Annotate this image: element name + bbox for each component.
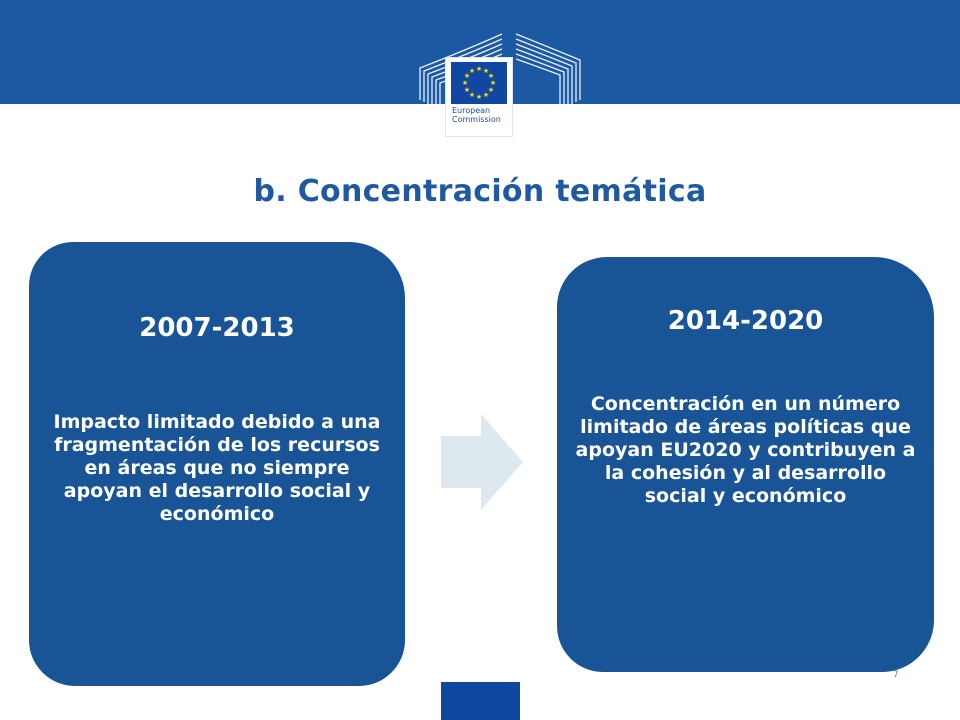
european-commission-logo: [416, 30, 584, 136]
period-description: Impacto limitado debido a una fragmentación de los recursos en áreas que no siempre apoyan el desarrollo social y económico: [53, 411, 381, 525]
svg-text:★: ★: [475, 65, 483, 73]
period-box-2014-2020: [557, 257, 934, 672]
svg-text:★: ★: [461, 79, 469, 87]
footer-blue-square: [441, 682, 520, 720]
svg-text:★: ★: [487, 86, 495, 94]
period-label: 2007-2013: [139, 313, 295, 343]
logo-text-line2: Commission: [452, 115, 501, 124]
eu-flag-icon: [451, 62, 507, 104]
logo-text: [452, 106, 508, 124]
svg-text:★: ★: [489, 79, 497, 87]
eu-stars-icon: [451, 62, 507, 104]
svg-text:★: ★: [468, 91, 476, 99]
page-number: 7: [893, 670, 899, 680]
svg-text:★: ★: [482, 91, 490, 99]
svg-text:★: ★: [482, 67, 490, 75]
period-box-2007-2013: [29, 242, 405, 686]
svg-text:★: ★: [475, 93, 483, 101]
slide-title: b. Concentración temática: [253, 174, 707, 209]
logo-text-line1: European: [452, 106, 491, 115]
svg-text:★: ★: [468, 67, 476, 75]
period-label: 2014-2020: [667, 306, 824, 336]
svg-text:★: ★: [463, 72, 471, 80]
right-arrow-icon: [441, 414, 523, 510]
svg-text:★: ★: [487, 72, 495, 80]
period-description: Concentración en un número limitado de áreas políticas que apoyan EU2020 y contribuyen a la cohesión y al desarrollo social y económico: [575, 393, 916, 507]
svg-text:★: ★: [463, 86, 471, 94]
